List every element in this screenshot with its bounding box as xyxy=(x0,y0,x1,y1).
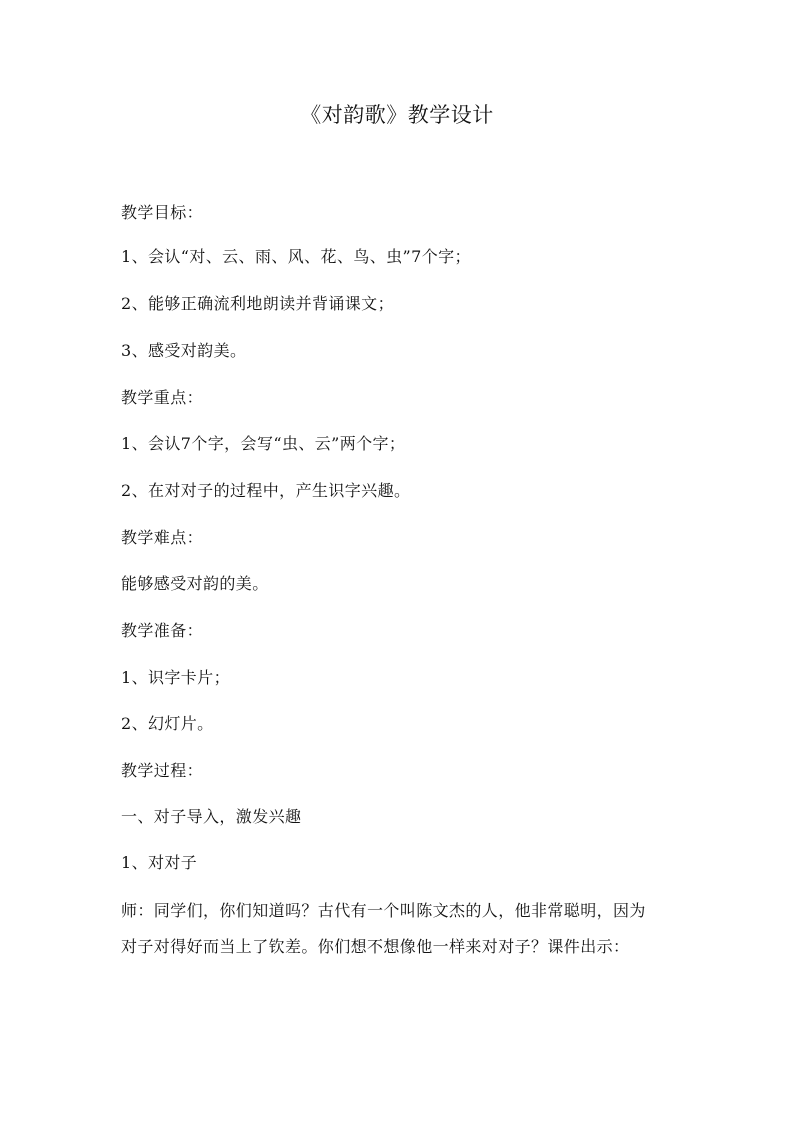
key-point-item-1: 1、会认7个字，会写“虫、云”两个字； xyxy=(121,434,406,453)
document-title: 《对韵歌》教学设计 xyxy=(300,103,494,127)
heading-preparation: 教学准备： xyxy=(121,621,204,640)
goal-item-1: 1、会认“对、云、雨、风、花、鸟、虫”7个字； xyxy=(121,247,471,266)
heading-teaching-goals: 教学目标： xyxy=(121,203,204,222)
heading-process: 教学过程： xyxy=(121,761,204,780)
teacher-paragraph: 师：同学们，你们知道吗？古代有一个叫陈文杰的人，他非常聪明，因为对子对得好而当上了钦差。你们想不想像他一样来对对子？课件出示： xyxy=(121,901,646,956)
process-section-1: 一、对子导入，激发兴趣 xyxy=(121,807,302,826)
key-point-item-2: 2、在对对子的过程中，产生识字兴趣。 xyxy=(121,481,411,500)
heading-key-points: 教学重点： xyxy=(121,388,204,407)
process-subsection-1: 1、对对子 xyxy=(121,853,198,872)
heading-difficulties: 教学难点： xyxy=(121,528,204,547)
goal-item-3: 3、感受对韵美。 xyxy=(121,341,247,360)
preparation-item-1: 1、识字卡片； xyxy=(121,668,230,687)
preparation-item-2: 2、幻灯片。 xyxy=(121,714,214,733)
difficulty-item-1: 能够感受对韵的美。 xyxy=(121,574,269,593)
goal-item-2: 2、能够正确流利地朗读并背诵课文； xyxy=(121,294,394,313)
